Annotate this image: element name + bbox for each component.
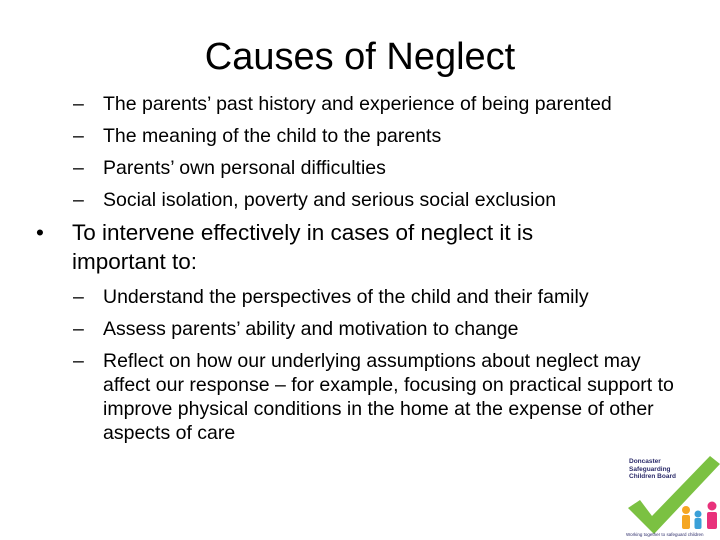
logo-strapline: Working together to safeguard children [626,532,704,537]
dash-marker: – [73,189,84,211]
intervene-text: To intervene effectively in cases of neglect it is important to: [72,220,534,274]
dash-marker: – [73,350,84,372]
action-text: Assess parents’ ability and motivation to change [103,318,519,340]
dash-marker: – [73,93,84,115]
dscb-logo [624,454,720,540]
cause-text: The meaning of the child to the parents [103,125,442,147]
action-text: Understand the perspectives of the child and their family [103,286,589,308]
dash-marker: – [73,286,84,308]
action-text: Reflect on how our underlying assumptions about neglect may affect our response – for example, focusing on practical support to improve physical conditions in the home at the expense of other aspects of care [103,350,674,444]
dash-marker: – [73,318,84,340]
bullet-marker: • [36,220,44,245]
cause-text: Social isolation, poverty and serious social exclusion [103,189,557,211]
cause-text: The parents’ past history and experience of being parented [103,93,612,115]
dash-marker: – [73,157,84,179]
logo-name: Doncaster Safeguarding Children Board [629,458,676,480]
dash-marker: – [73,125,84,147]
cause-text: Parents’ own personal difficulties [103,157,386,179]
slide-title: Causes of Neglect [204,36,516,78]
